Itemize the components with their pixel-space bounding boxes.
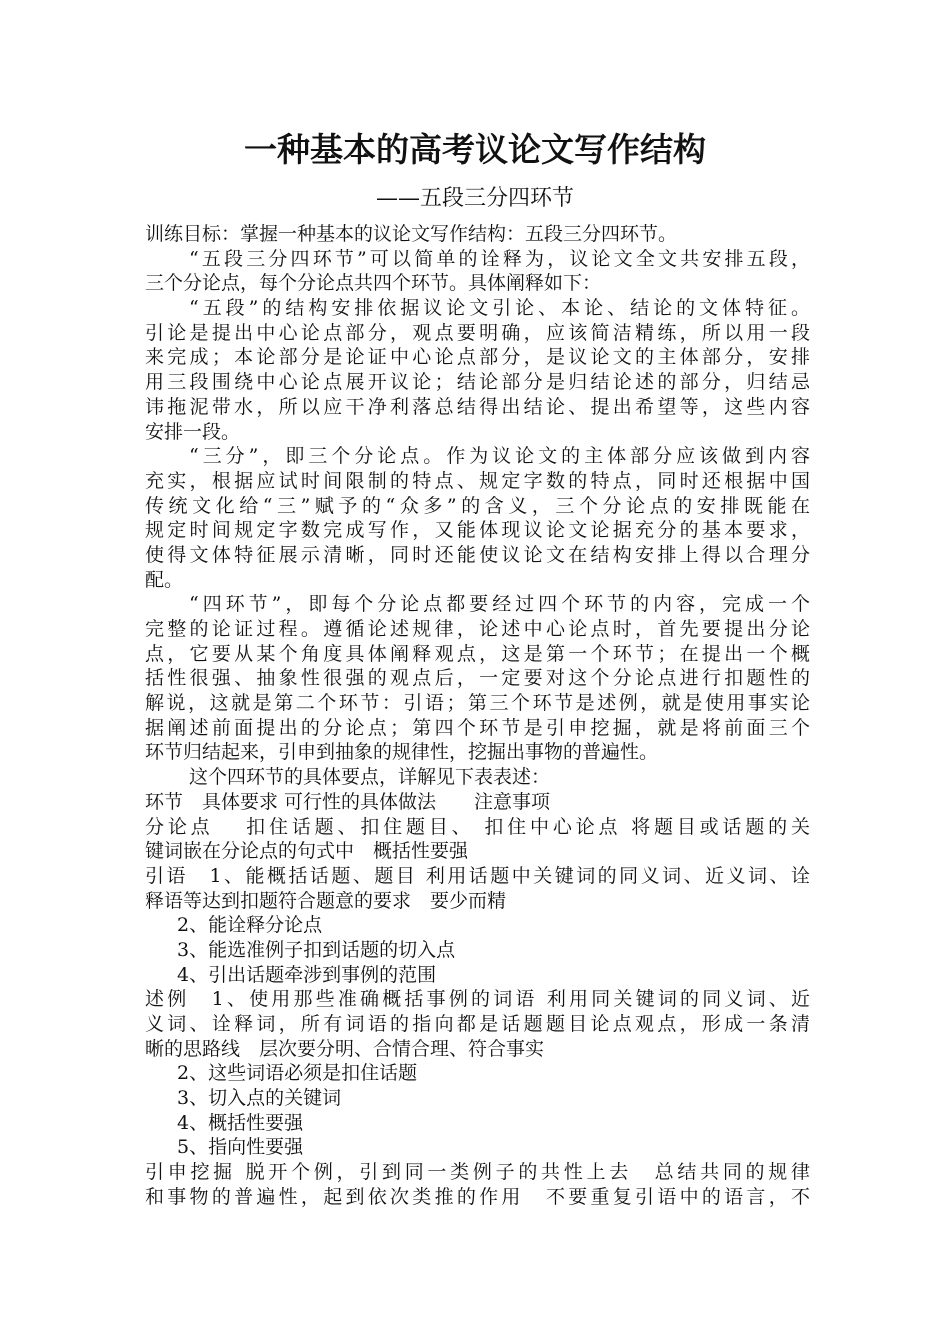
paragraph-line: 用三段围绕中心论点展开议论；结论部分是归结论述的部分，归结忌 (145, 371, 810, 394)
document-title: 一种基本的高考议论文写作结构 (244, 130, 706, 169)
paragraph-line: 完整的论证过程。遵循论述规律，论述中心论点时，首先要提出分论 (145, 618, 810, 640)
paragraph-line: 解说，这就是第二个环节：引语；第三个环节是述例，就是使用事实论 (145, 692, 810, 715)
paragraph-line: “三分”，即三个分论点。作为议论文的主体部分应该做到内容 (189, 445, 810, 468)
table-row-line: 键词嵌在分论点的句式中 概括性要强 (145, 840, 469, 863)
paragraph-line: 这个四环节的具体要点，详解见下表表述： (189, 766, 551, 789)
table-row-line: 释语等达到扣题符合题意的要求 要少而精 (145, 889, 507, 912)
table-row-line: 和事物的普遍性，起到依次类推的作用 不要重复引语中的语言，不 (145, 1185, 810, 1208)
paragraph-line: 三个分论点，每个分论点共四个环节。具体阐释如下： (145, 272, 602, 295)
paragraph-line: “四环节”，即每个分论点都要经过四个环节的内容，完成一个 (189, 593, 810, 616)
table-row-line: 述例 1、使用那些准确概括事例的词语 利用同关键词的同义词、近 (145, 988, 810, 1011)
paragraph-line: 来完成；本论部分是论证中心论点部分，是议论文的主体部分，安排 (145, 346, 810, 369)
paragraph-line: 使得文体特征展示清晰，同时还能使议论文在结构安排上得以合理分 (145, 543, 810, 566)
paragraph-line: 安排一段。 (145, 420, 241, 443)
goal-line: 训练目标：掌握一种基本的议论文写作结构：五段三分四环节。 (145, 223, 678, 245)
paragraph-line: 配。 (145, 568, 184, 591)
paragraph-line: “五段”的结构安排依据议论文引论、本论、结论的文体特征。 (189, 297, 810, 320)
table-row-line: 分论点 扣住话题、扣住题目、 扣住中心论点 将题目或话题的关 (145, 815, 810, 838)
table-row-line: 3、能选准例子扣到话题的切入点 (177, 938, 456, 961)
table-row-line: 引申挖掘 脱开个例，引到同一类例子的共性上去 总结共同的规律 (145, 1161, 810, 1184)
table-row-line: 引语 1、能概括话题、题目 利用话题中关键词的同义词、近义词、诠 (145, 864, 810, 887)
table-row-line: 2、这些词语必须是扣住话题 (177, 1062, 418, 1085)
table-row-line: 4、引出话题牵涉到事例的范围 (177, 963, 437, 986)
paragraph-line: 讳拖泥带水，所以应干净利落总结得出结论、提出希望等，这些内容 (145, 395, 810, 418)
table-row-line: 5、指向性要强 (177, 1136, 304, 1159)
table-row-line: 2、能诠释分论点 (177, 914, 323, 937)
paragraph-line: “五段三分四环节”可以简单的诠释为，议论文全文共安排五段， (189, 247, 810, 270)
table-row-line: 3、切入点的关键词 (177, 1087, 342, 1110)
paragraph-line: 据阐述前面提出的分论点；第四个环节是引申挖掘，就是将前面三个 (145, 716, 810, 739)
table-row-line: 义词、诠释词，所有词语的指向都是话题题目论点观点，形成一条清 (145, 1013, 810, 1035)
table-row-line: 晰的思路线 层次要分明、合情合理、符合事实 (145, 1037, 545, 1060)
table-row-line: 4、概括性要强 (177, 1111, 304, 1134)
paragraph-line: 括性很强、抽象性很强的观点后，一定要对这个分论点进行扣题性的 (145, 667, 810, 690)
paragraph-line: 规定时间规定字数完成写作，又能体现议论文论据充分的基本要求， (145, 519, 810, 542)
paragraph-line: 引论是提出中心论点部分，观点要明确，应该简洁精练，所以用一段 (145, 321, 810, 344)
document-subtitle: ——五段三分四环节 (375, 186, 574, 211)
document-body (145, 222, 810, 1210)
paragraph-line: 充实，根据应试时间限制的特点、规定字数的特点，同时还根据中国 (145, 469, 810, 492)
table-header-line: 环节 具体要求 可行性的具体做法 注意事项 (145, 790, 551, 813)
paragraph-line: 传统文化给“三”赋予的“众多”的含义，三个分论点的安排既能在 (145, 494, 810, 517)
paragraph-line: 点，它要从某个角度具体阐释观点，这是第一个环节；在提出一个概 (145, 642, 810, 665)
paragraph-line: 环节归结起来，引申到抽象的规律性，挖掘出事物的普遍性。 (145, 741, 659, 764)
